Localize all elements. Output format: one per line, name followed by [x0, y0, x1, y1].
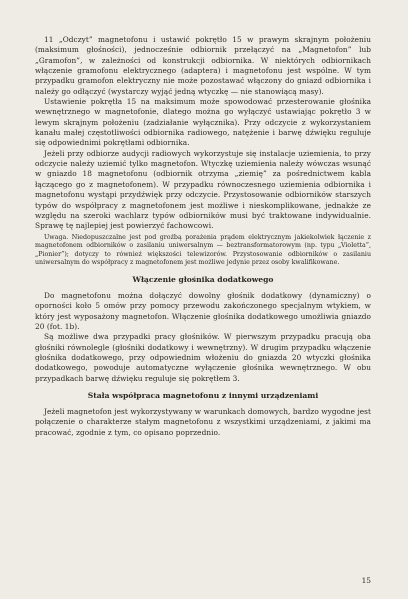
- page-number: 15: [361, 576, 371, 585]
- paragraph-permanent-connection: Jeżeli magnetofon jest wykorzystywany w warunkach domowych, bardzo wygodne jest połączenie o charakterze stałym magnetofonu z wszystkimi urządzeniami, z jakimi ma pracować, zgodnie z tym, co opisano poprzednio.: [35, 407, 371, 437]
- paragraph-speaker-modes: Są możliwe dwa przypadki pracy głośników. W pierwszym przypadku pracują oba głośniki równolegle (głośniki dodatkowy i wewnętrzny). W drugim przypadku włączenie głośnika dodatkowego, przy odpowiednim włożeniu do gniazda 20 wtyczki głośnika dodatkowego, powoduje automatyczne wyłączenie głośnika wewnętrznego. W obu przypadkach barwę dźwięku reguluje się pokrętłem 3.: [35, 332, 371, 383]
- paragraph-extra-speaker: Do magnetofonu można dołączyć dowolny głośnik dodatkowy (dynamiczny) o oporności koło 5 omów przy pomocy przewodu zakończonego specjalnym wtykiem, w który jest wyposażony magnetofon. Włączenie głośnika dodatkowego umożliwia gniazdo 20 (fot. 1b).: [35, 290, 371, 331]
- section-heading-extra-speaker: Włączenie głośnika dodatkowego: [132, 274, 274, 284]
- paragraph-knob-15: Ustawienie pokrętła 15 na maksimum może spowodować przesterowanie głośnika wewnętrznego w magnetofonie, dlatego można go wyłączyć ustawiając pokrętło 3 w lewym skrajnym położeniu (zadziałanie wyłącznika). Przy odczycie z wykorzystaniem kanału małej częstotliwości odbiornika radiowego, natężenie i barwę dźwięku reguluje się odpowiednimi pokrętłami odbiornika.: [35, 97, 371, 148]
- section-heading-permanent-connection: Stała współpraca magnetofonu z innymi urządzeniami: [87, 391, 319, 400]
- paragraph-grounding: Jeżeli przy odbiorze audycji radiowych wykorzystuje się instalacje uziemienia, to przy odczycie należy uziemić tylko magnetofon. Wtyczkę uziemienia należy wówczas wsunąć w gniazdo 18 magnetofonu (odbiornik otrzyma „ziemię” za pośrednictwem kabla łączącego go z magnetofonem). W przypadku równoczesnego uziemienia odbiornika i magnetofonu wystąpi przydźwięk przy odczycie. Przystosowanie odbiorników starszych typów do współpracy z magnetofonem jest możliwe i nieskomplikowane, jednakże ze względu na szeroki wachlarz typów odbiorników musi być traktowane indywidualnie. Sprawę tę najlepiej jest powierzyć fachowcowi.: [35, 148, 371, 231]
- warning-note: Uwaga. Niedopuszczalne jest pod groźbą porażenia prądem elektrycznym jakiekolwiek łączenie z magnetofonem odbiorników o zasilaniu uniwersalnym — beztransformatorowym (np. typu „Violetta”, „Pionier”); dotyczy to również większości telewizorów. Przystosowanie odbiorników o zasilaniu uniwersalnym do współpracy z magnetofonem jest możliwe jedynie przez osoby kwalifikowane.: [35, 233, 371, 267]
- paragraph-playback-setup: 11 „Odczyt” magnetofonu i ustawić pokrętło 15 w prawym skrajnym położeniu (maksimum głośności), jednocześnie odbiornik przełączyć na „Magnetofon” lub „Gramofon”, w zależności od konstrukcji odbiornika. W niektórych odbiornikach włączenie gramofonu elektrycznego (adaptera) i magnetofonu jest wspólne. W tym przypadku gramofon elektryczny nie może pozostawać włączony do gniazd odbiornika i należy go odłączyć (wystarczy wyjąć jedną wtyczkę — nie stanowiącą masy).: [35, 35, 371, 96]
